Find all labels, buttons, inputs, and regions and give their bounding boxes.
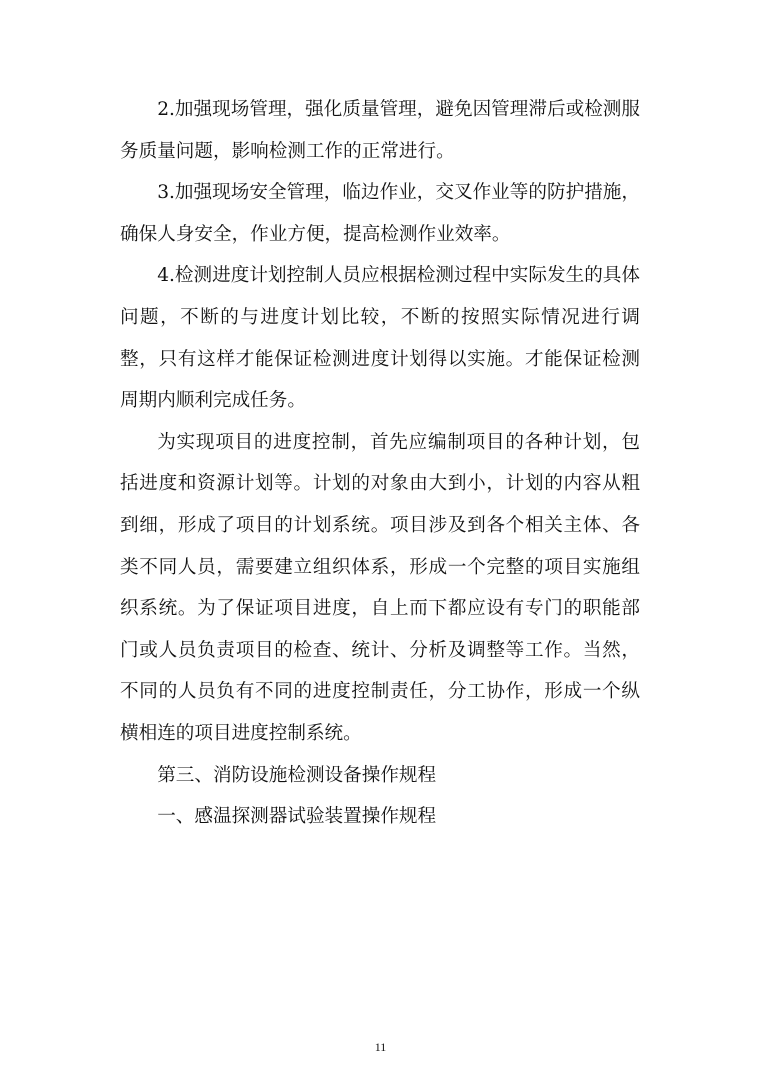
chapter-heading: 第三、消防设施检测设备操作规程 [157, 764, 437, 786]
paragraph-safety-management: 3.加强现场安全管理，临边作业，交叉作业等的防护措施，确保人身安全，作业方便，提高检测作业效率。 [120, 182, 640, 245]
section-heading: 一、感温探测器试验装置操作规程 [157, 806, 437, 828]
paragraph-site-management: 2.加强现场管理，强化质量管理，避免因管理滞后或检测服务质量问题，影响检测工作的正常进行。 [120, 99, 640, 162]
paragraph-project-progress-control: 为实现项目的进度控制，首先应编制项目的各种计划，包括进度和资源计划等。计划的对象由大到小，计划的内容从粗到细，形成了项目的计划系统。项目涉及到各个相关主体、各类不同人员，需要建立组织体系，形成一个完整的项目实施组织系统。为了保证项目进度，自上而下都应设有专门的职能部门或人员负责项目的检查、统计、分析及调整等工作。当然，不同的人员负有不同的进度控制责任，分工协作，形成一个纵横相连的项目进度控制系统。 [120, 431, 640, 744]
page-number: 11 [374, 1040, 387, 1054]
body-text [120, 89, 640, 838]
paragraph-schedule-control: 4.检测进度计划控制人员应根据检测过程中实际发生的具体问题，不断的与进度计划比较，不断的按照实际情况进行调整，只有这样才能保证检测进度计划得以实施。才能保证检测周期内顺利完成任务。 [120, 265, 640, 412]
